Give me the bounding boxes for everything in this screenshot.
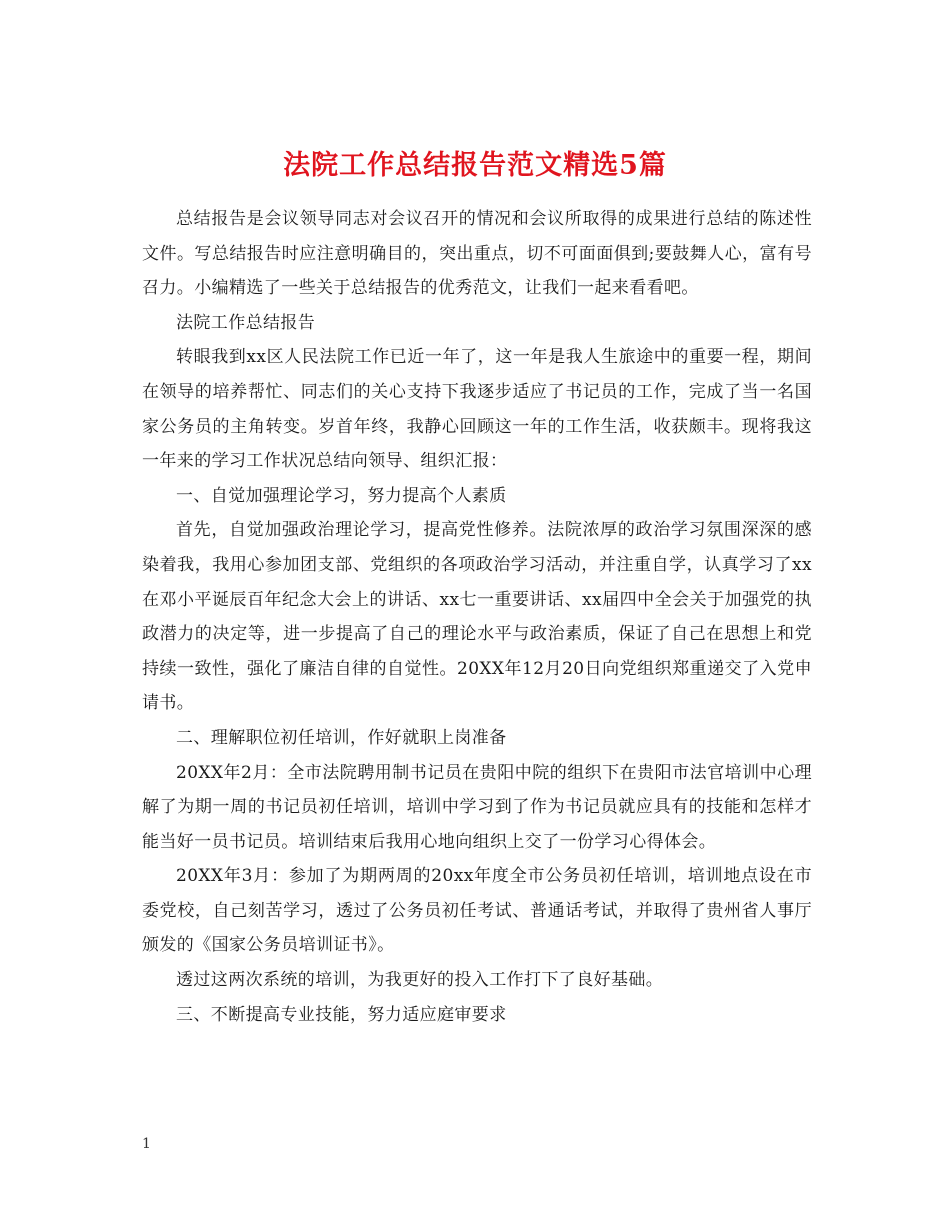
document-title: 法院工作总结报告范文精选5篇 (283, 150, 667, 182)
section-heading-3: 三、不断提高专业技能，努力适应庭审要求 (176, 1004, 507, 1025)
paragraph-training-feb: 20XX年2月：全市法院聘用制书记员在贵阳中院的组织下在贵阳市法官培训中心理解了为期一周的书记员初任培训，培训中学习到了作为书记员就应具有的技能和怎样才能当好一员书记员。培训结束后我用心地向组织上交了一份学习心得体会。 (142, 762, 812, 852)
paragraph-report-heading: 法院工作总结报告 (176, 312, 316, 333)
document-body (142, 202, 812, 1032)
paragraph-theory-study: 首先，自觉加强政治理论学习，提高党性修养。法院浓厚的政治学习氛围深深的感染着我，我用心参加团支部、党组织的各项政治学习活动，并注重自学，认真学习了xx在邓小平诞辰百年纪念大会上的讲话、xx七一重要讲话、xx届四中全会关于加强党的执政潜力的决定等，进一步提高了自己的理论水平与政治素质，保证了自己在思想上和党持续一致性，强化了廉洁自律的自觉性。20XX年12月20日向党组织郑重递交了入党申请书。 (142, 520, 812, 714)
section-heading-2: 二、理解职位初任培训，作好就职上岗准备 (176, 727, 507, 748)
page-number: 1 (142, 1136, 151, 1152)
paragraph-training-summary: 透过这两次系统的培训，为我更好的投入工作打下了良好基础。 (176, 970, 664, 991)
paragraph-training-mar: 20XX年3月：参加了为期两周的20xx年度全市公务员初任培训，培训地点设在市委党校，自己刻苦学习，透过了公务员初任考试、普通话考试，并取得了贵州省人事厅颁发的《国家公务员培训证书》。 (142, 866, 812, 956)
paragraph-opening: 转眼我到xx区人民法院工作已近一年了，这一年是我人生旅途中的重要一程，期间在领导的培养帮忙、同志们的关心支持下我逐步适应了书记员的工作，完成了当一名国家公务员的主角转变。岁首年终，我静心回顾这一年的工作生活，收获颇丰。现将我这一年来的学习工作状况总结向领导、组织汇报： (142, 347, 812, 472)
section-heading-1: 一、自觉加强理论学习，努力提高个人素质 (176, 485, 507, 506)
paragraph-intro: 总结报告是会议领导同志对会议召开的情况和会议所取得的成果进行总结的陈述性文件。写总结报告时应注意明确目的，突出重点，切不可面面俱到;要鼓舞人心，富有号召力。小编精选了一些关于总结报告的优秀范文，让我们一起来看看吧。 (142, 209, 812, 299)
